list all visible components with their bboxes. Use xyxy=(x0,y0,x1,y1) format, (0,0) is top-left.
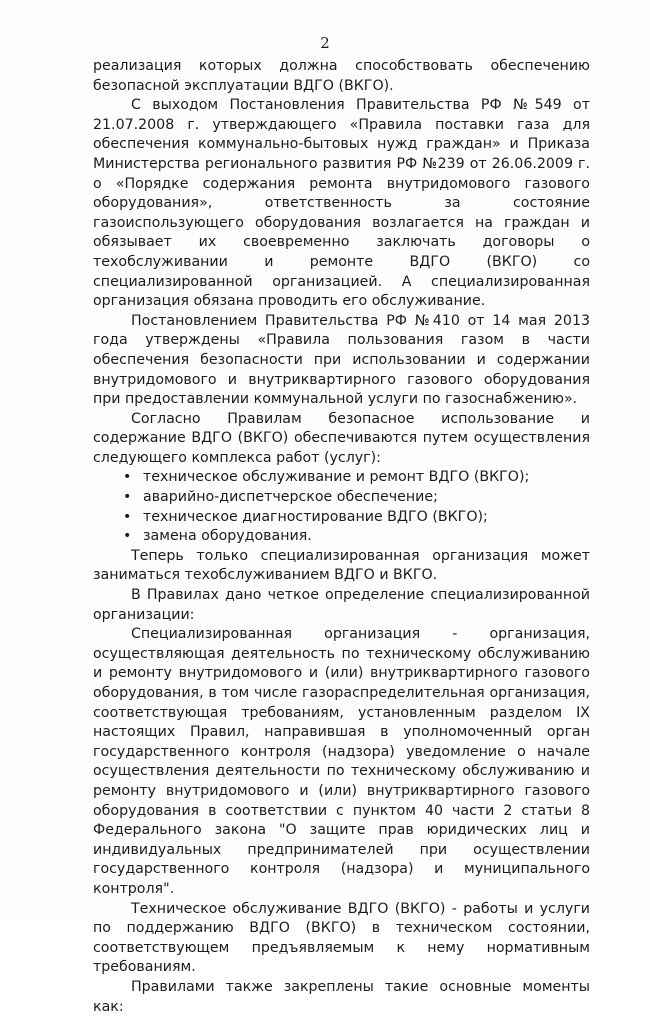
paragraph-1: реализация которых должна способствовать обеспечению безопасной эксплуатации ВДГО (ВКГО). xyxy=(93,58,590,94)
paragraph-5: Теперь только специализированная организация может заниматься техобслуживанием ВДГО и ВКГО. xyxy=(93,547,590,584)
paragraph-2: С выходом Постановления Правительства РФ №549 от 21.07.2008 г. утверждающего «Правила поставки газа для обеспечения коммунально-бытовых нужд граждан» и Приказа Министерства регионального развития РФ №239 от 26.06.2009 г. о «Порядке содержания ремонта внутридомового газового оборудования», ответственность за состояние газоиспользующего оборудования возлагается на граждан и обязывает их своевременно заключать договоры о техобслуживании и ремонте ВДГО (ВКГО) со специализированной организацией. А специализированная организация обязана проводить его обслуживание. xyxy=(93,97,590,310)
bullet-icon: • xyxy=(123,528,132,545)
work-list xyxy=(93,468,590,546)
list-item-text: замена оборудования. xyxy=(143,528,312,545)
paragraph-7-definition: Специализированная организация - организация, осуществляющая деятельность по техническому обслуживанию и ремонту внутридомового и (или) внутриквартирного газового оборудования, в том числе газораспределительная организация, соответствующая требованиям, установленным разделом IX настоящих Правил, направившая в уполномоченный орган государственного контроля (надзора) уведомление о начале осуществления деятельности по техническому обслуживанию и ремонту внутридомового и (или) внутриквартирного газового оборудования в соответствии с пунктом 40 части 2 статьи 8 Федерального закона "О защите прав юридических лиц и индивидуальных предпринимателей при осуществлении государственного контроля (надзора) и муниципального контроля". xyxy=(93,626,590,897)
list-item-text: техническое обслуживание и ремонт ВДГО (ВКГО); xyxy=(143,469,530,486)
list-item-text: аварийно-диспетчерское обеспечение; xyxy=(143,489,438,506)
paragraph-8: Техническое обслуживание ВДГО (ВКГО) - работы и услуги по поддержанию ВДГО (ВКГО) в техническом состоянии, соответствующем предъявляемым к нему нормативным требованиям. xyxy=(93,900,590,976)
list-item xyxy=(93,508,590,528)
bullet-icon: • xyxy=(123,489,132,506)
bullet-icon: • xyxy=(123,469,132,486)
list-item-text: техническое диагностирование ВДГО (ВКГО); xyxy=(143,508,488,525)
paragraph-9: Правилами также закреплены такие основные моменты как: xyxy=(93,978,590,1015)
page-number: 2 xyxy=(320,34,330,52)
list-item xyxy=(93,488,590,508)
paragraph-6: В Правилах дано четкое определение специализированной организации: xyxy=(93,587,590,623)
list-item xyxy=(93,527,590,547)
bullet-icon: • xyxy=(123,508,132,525)
document-body xyxy=(93,57,590,1017)
paragraph-3: Постановлением Правительства РФ №410 от 14 мая 2013 года утверждены «Правила пользования газом в части обеспечения безопасности при использовании и содержании внутридомового и внутриквартирного газового оборудования при предоставлении коммунальной услуги по газоснабжению». xyxy=(93,312,590,408)
list-item xyxy=(93,468,590,488)
paragraph-4: Согласно Правилам безопасное использование и содержание ВДГО (ВКГО) обеспечиваются путем осуществления следующего комплекса работ (услуг): xyxy=(93,410,590,466)
